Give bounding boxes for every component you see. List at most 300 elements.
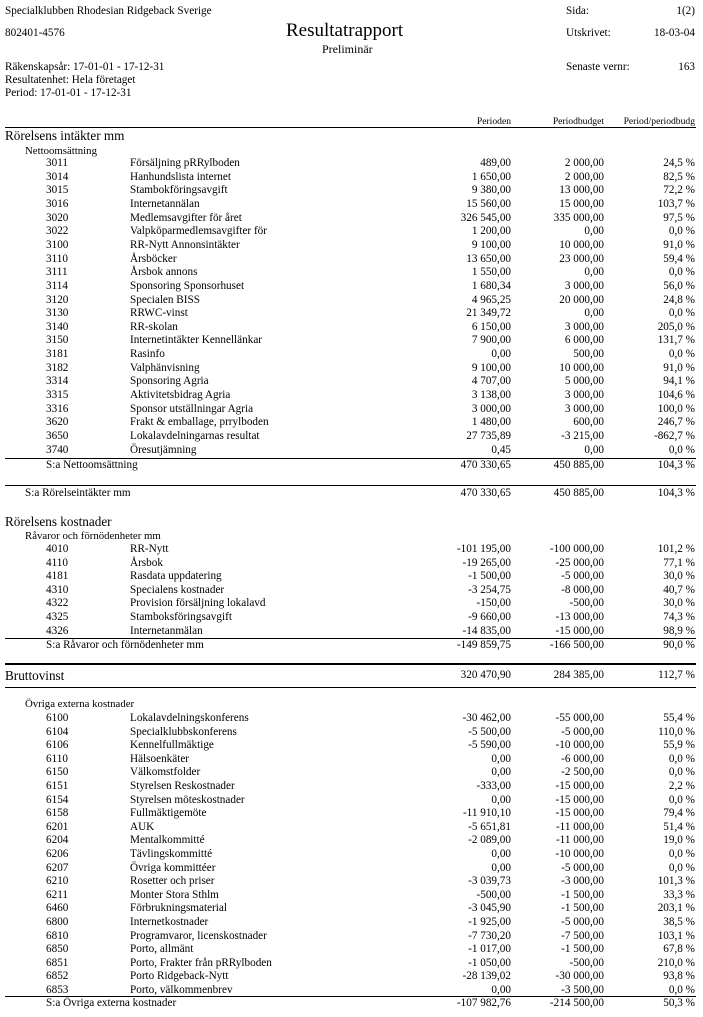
period-value: 0,00 — [491, 848, 511, 860]
account-row — [0, 726, 703, 740]
account-number: 6100 — [46, 712, 69, 724]
period-value: 4 965,25 — [471, 293, 511, 306]
budget-value: 2 000,00 — [564, 157, 604, 169]
account-row — [0, 902, 703, 916]
budget-value: -1 500,00 — [561, 943, 604, 956]
budget-value: 15 000,00 — [559, 197, 604, 210]
period-value: -28 139,02 — [462, 970, 511, 983]
gross-ratio: 112,7 % — [658, 669, 695, 681]
ratio-value: 82,5 % — [663, 170, 695, 183]
account-number: 3130 — [46, 307, 69, 320]
account-name: Porto Ridgeback-Nytt — [130, 970, 229, 983]
period-value: 0,00 — [491, 793, 511, 806]
budget-value: 6 000,00 — [564, 334, 604, 347]
ratio-value: 0,0 % — [668, 984, 695, 996]
period-value: -14 835,00 — [462, 624, 511, 637]
sum-row-materials — [0, 639, 703, 653]
account-number: 6201 — [46, 820, 69, 833]
printed-label: Utskrivet: — [566, 27, 611, 39]
period-value: -2 089,00 — [468, 834, 511, 847]
account-number: 6851 — [46, 956, 69, 969]
budget-value: 335 000,00 — [553, 211, 604, 224]
period-value: 489,00 — [480, 157, 511, 169]
budget-value: -30 000,00 — [555, 970, 604, 983]
account-number: 3316 — [46, 402, 69, 415]
account-row — [0, 184, 703, 198]
account-number: 3014 — [46, 170, 69, 183]
col-header-budget: Periodbudget — [552, 116, 604, 127]
account-name: Internetintäkter Kennellänkar — [130, 334, 263, 347]
budget-value: -11 000,00 — [555, 834, 604, 847]
account-number: 6150 — [46, 766, 69, 779]
account-number: 3015 — [46, 184, 69, 197]
ratio-value: 103,1 % — [657, 929, 695, 942]
account-row — [0, 389, 703, 403]
account-row — [0, 712, 703, 726]
budget-value: 3 000,00 — [564, 402, 604, 415]
gross-profit-label: Bruttovinst — [5, 668, 65, 683]
account-number: 4110 — [46, 556, 68, 569]
period-value: -5 651,81 — [468, 820, 511, 833]
budget-value: -2 500,00 — [561, 766, 604, 779]
account-name: Årsböcker — [130, 252, 177, 265]
account-number: 3022 — [46, 225, 69, 238]
period-value: 4 707,00 — [471, 375, 511, 388]
ratio-value: 205,0 % — [657, 320, 695, 333]
account-row — [0, 362, 703, 376]
budget-value: 0,00 — [584, 225, 604, 238]
account-name: Välkomstfolder — [130, 766, 201, 779]
account-number: 4325 — [46, 611, 69, 623]
ratio-value: 0,0 % — [668, 266, 695, 279]
account-number: 6154 — [46, 793, 69, 806]
period-value: 7 900,00 — [471, 334, 511, 347]
budget-value: 600,00 — [573, 416, 604, 429]
account-row — [0, 225, 703, 239]
account-row — [0, 307, 703, 321]
period-value: -7 730,20 — [468, 929, 511, 942]
period-value: 6 150,00 — [471, 320, 511, 333]
account-name: RRWC-vinst — [130, 307, 188, 320]
period-value: -5 590,00 — [468, 739, 511, 752]
ratio-value: 246,7 % — [657, 416, 695, 429]
account-name: RR-Nytt Annonsintäkter — [130, 238, 240, 251]
budget-value: -5 000,00 — [561, 725, 604, 738]
account-name: Porto, allmänt — [130, 943, 194, 956]
section-title-costs: Rörelsens kostnader — [5, 514, 112, 529]
account-row — [0, 916, 703, 930]
account-row — [0, 294, 703, 308]
period-value: -3 039,73 — [468, 875, 511, 888]
account-name: Valphänvisning — [130, 361, 200, 374]
ratio-value: 2,2 % — [668, 780, 695, 792]
account-number: 6853 — [46, 984, 69, 996]
period-value: 1 550,00 — [471, 266, 511, 279]
ratio-value: 0,0 % — [668, 793, 695, 806]
ratio-value: 30,0 % — [663, 597, 695, 610]
period-value: 326 545,00 — [460, 211, 511, 224]
account-number: 3650 — [46, 430, 69, 442]
ratio-value: 33,3 % — [663, 888, 695, 901]
budget-value: -500,00 — [569, 597, 604, 610]
ratio-value: 93,8 % — [663, 970, 695, 983]
ratio-value: 72,2 % — [663, 184, 695, 197]
ratio-value: 24,5 % — [663, 157, 695, 169]
period-value: 1 680,34 — [471, 279, 511, 292]
account-row — [0, 862, 703, 876]
account-row — [0, 543, 703, 557]
period-value: -150,00 — [476, 597, 511, 610]
account-number: 6110 — [46, 752, 68, 765]
account-name: Porto, välkommenbrev — [130, 984, 233, 996]
sum-ratio: 104,3 % — [657, 459, 695, 471]
ratio-value: 0,0 % — [668, 225, 695, 238]
budget-value: 3 000,00 — [564, 389, 604, 402]
divider — [5, 663, 696, 665]
sum-period: -149 859,75 — [456, 639, 511, 651]
account-row — [0, 557, 703, 571]
last-vernr-value: 163 — [678, 61, 695, 73]
ratio-value: 100,0 % — [657, 402, 695, 415]
account-name: Lokalavdelningarnas resultat — [130, 430, 260, 442]
account-number: 3120 — [46, 293, 69, 306]
account-row — [0, 157, 703, 171]
sum-row-external — [0, 997, 703, 1011]
sum-budget: 450 885,00 — [553, 459, 604, 471]
account-name: Mentalkommitté — [130, 834, 205, 847]
ratio-value: 203,1 % — [657, 902, 695, 915]
ratio-value: 77,1 % — [663, 556, 695, 569]
account-name: Specialen BISS — [130, 293, 200, 306]
period-value: 0,00 — [491, 861, 511, 874]
gross-profit-row — [0, 669, 703, 685]
period-value: -101 195,00 — [456, 543, 511, 555]
ratio-value: 0,0 % — [668, 307, 695, 320]
account-number: 3011 — [46, 157, 68, 169]
account-number: 6850 — [46, 943, 69, 956]
period-value: -500,00 — [476, 888, 511, 901]
account-number: 3181 — [46, 348, 69, 361]
period-value: -9 660,00 — [468, 611, 511, 623]
gross-budget: 284 385,00 — [553, 669, 604, 681]
account-row — [0, 348, 703, 362]
budget-value: -5 000,00 — [561, 570, 604, 583]
budget-value: -15 000,00 — [555, 624, 604, 637]
account-number: 3016 — [46, 197, 69, 210]
budget-value: 5 000,00 — [564, 375, 604, 388]
account-name: Provision försäljning lokalavd — [130, 597, 266, 610]
account-name: Fullmäktigemöte — [130, 807, 207, 820]
account-name: Internetannälan — [130, 197, 200, 210]
period-value: 1 480,00 — [471, 416, 511, 429]
org-name: Specialklubben Rhodesian Ridgeback Sverige — [5, 5, 212, 17]
account-name: Hanhundslista internet — [130, 170, 231, 183]
sum-period: -107 982,76 — [456, 997, 511, 1009]
account-name: Kennelfullmäktige — [130, 739, 214, 752]
period-value: -3 045,90 — [468, 902, 511, 915]
account-row — [0, 970, 703, 984]
ratio-value: 0,0 % — [668, 752, 695, 765]
budget-value: 3 000,00 — [564, 279, 604, 292]
account-number: 4322 — [46, 597, 69, 610]
account-row — [0, 821, 703, 835]
account-number: 6810 — [46, 929, 69, 942]
account-name: Styrelsen Reskostnader — [130, 780, 235, 792]
account-row — [0, 957, 703, 971]
account-row — [0, 584, 703, 598]
group-title-external: Övriga externa kostnader — [25, 698, 135, 710]
account-row — [0, 321, 703, 335]
ratio-value: 94,1 % — [663, 375, 695, 388]
account-number: 4310 — [46, 583, 69, 596]
period: Period: 17-01-01 - 17-12-31 — [5, 87, 132, 99]
period-value: 13 650,00 — [466, 252, 511, 265]
account-name: Rosetter och priser — [130, 875, 215, 888]
period-value: 9 100,00 — [471, 238, 511, 251]
budget-value: 500,00 — [573, 348, 604, 361]
ratio-value: 101,3 % — [657, 875, 695, 888]
account-name: Programvaror, licenskostnader — [130, 929, 267, 942]
budget-value: -3 215,00 — [561, 430, 604, 442]
account-row — [0, 794, 703, 808]
account-name: Öresutjämning — [130, 443, 197, 456]
total-ratio: 104,3 % — [657, 487, 695, 499]
budget-value: 0,00 — [584, 307, 604, 320]
budget-value: -15 000,00 — [555, 793, 604, 806]
period-value: 3 138,00 — [471, 389, 511, 402]
account-number: 6800 — [46, 916, 69, 928]
account-row — [0, 444, 703, 458]
col-header-period: Perioden — [476, 116, 511, 127]
account-row — [0, 625, 703, 639]
account-name: Porto, Frakter från pRRylboden — [130, 956, 272, 969]
budget-value: 10 000,00 — [559, 238, 604, 251]
account-row — [0, 943, 703, 957]
ratio-value: 55,4 % — [663, 712, 695, 724]
budget-value: 10 000,00 — [559, 361, 604, 374]
ratio-value: 19,0 % — [663, 834, 695, 847]
account-name: Stambokföringsavgift — [130, 184, 228, 197]
account-name: Internetanmälan — [130, 624, 203, 637]
account-number: 6460 — [46, 902, 69, 915]
ratio-value: 67,8 % — [663, 943, 695, 956]
account-name: Aktivitetsbidrag Agria — [130, 389, 231, 402]
printed-date: 18-03-04 — [653, 27, 695, 39]
account-number: 3140 — [46, 320, 69, 333]
divider — [5, 485, 696, 486]
account-name: Årsbok — [130, 556, 163, 569]
account-name: Övriga kommittéer — [130, 861, 216, 874]
account-name: Årsbok annons — [130, 266, 198, 279]
account-name: RR-Nytt — [130, 543, 169, 555]
budget-value: 20 000,00 — [559, 293, 604, 306]
account-row — [0, 848, 703, 862]
budget-value: 13 000,00 — [559, 184, 604, 197]
account-row — [0, 930, 703, 944]
account-name: Styrelsen möteskostnader — [130, 793, 245, 806]
account-row — [0, 834, 703, 848]
budget-value: -55 000,00 — [555, 712, 604, 724]
period-value: -1 925,00 — [468, 916, 511, 928]
gross-period: 320 470,90 — [460, 669, 511, 681]
total-budget: 450 885,00 — [553, 487, 604, 499]
account-row — [0, 780, 703, 794]
account-row — [0, 280, 703, 294]
period-value: -5 500,00 — [468, 725, 511, 738]
sum-row-net-sales — [0, 459, 703, 473]
ratio-value: 38,5 % — [663, 916, 695, 928]
sum-budget: -166 500,00 — [549, 639, 604, 651]
account-row — [0, 766, 703, 780]
period-value: -3 254,75 — [468, 583, 511, 596]
period-value: -11 910,10 — [462, 807, 511, 820]
account-name: Tävlingskommitté — [130, 848, 213, 860]
period-value: 27 735,89 — [466, 430, 511, 442]
ratio-value: 110,0 % — [658, 725, 695, 738]
account-number: 4010 — [46, 543, 69, 555]
account-name: Frakt & emballage, prrylboden — [130, 416, 269, 429]
ratio-value: 0,0 % — [668, 348, 695, 361]
col-header-ratio: Period/periodbudg — [623, 116, 695, 127]
budget-value: -8 000,00 — [561, 583, 604, 596]
account-number: 6204 — [46, 834, 69, 847]
account-row — [0, 212, 703, 226]
period-value: -1 050,00 — [468, 956, 511, 969]
account-number: 6104 — [46, 725, 69, 738]
period-value: -1 500,00 — [468, 570, 511, 583]
period-value: 0,00 — [491, 984, 511, 996]
period-value: -19 265,00 — [462, 556, 511, 569]
budget-value: -15 000,00 — [555, 807, 604, 820]
account-row — [0, 266, 703, 280]
account-number: 6158 — [46, 807, 69, 820]
sum-period: 470 330,65 — [460, 459, 511, 471]
ratio-value: 104,6 % — [657, 389, 695, 402]
total-row-operating-income — [0, 487, 703, 501]
budget-value: -10 000,00 — [555, 848, 604, 860]
section-title-income: Rörelsens intäkter mm — [5, 128, 125, 143]
account-number: 6151 — [46, 780, 69, 792]
period-value: 9 100,00 — [471, 361, 511, 374]
period-value: -30 462,00 — [462, 712, 511, 724]
account-name: Valpköparmedlemsavgifter för — [130, 225, 267, 238]
account-name: Sponsor utställningar Agria — [130, 402, 254, 415]
account-row — [0, 807, 703, 821]
ratio-value: 56,0 % — [663, 279, 695, 292]
ratio-value: 40,7 % — [663, 583, 695, 596]
account-row — [0, 889, 703, 903]
report-title: Resultatrapport — [286, 20, 404, 41]
ratio-value: 51,4 % — [663, 820, 695, 833]
budget-value: 0,00 — [584, 266, 604, 279]
account-row — [0, 611, 703, 625]
period-value: 21 349,72 — [466, 307, 511, 320]
budget-value: -5 000,00 — [561, 861, 604, 874]
ratio-value: 210,0 % — [657, 956, 695, 969]
group-title-net-sales: Nettoomsättning — [25, 145, 97, 157]
budget-value: -11 000,00 — [555, 820, 604, 833]
budget-value: -5 000,00 — [561, 916, 604, 928]
sum-label: S:a Nettoomsättning — [46, 459, 138, 471]
report-subtitle: Preliminär — [322, 42, 373, 56]
budget-value: -3 000,00 — [561, 875, 604, 888]
ratio-value: 0,0 % — [668, 861, 695, 874]
account-number: 3150 — [46, 334, 69, 347]
account-name: RR-skolan — [130, 320, 178, 333]
account-name: Medlemsavgifter för året — [130, 211, 242, 224]
account-row — [0, 239, 703, 253]
period-value: 3 000,00 — [471, 402, 511, 415]
account-number: 3620 — [46, 416, 69, 429]
page-number: 1(2) — [676, 5, 695, 17]
account-name: Stamboksföringsavgift — [130, 611, 232, 623]
account-number: 6206 — [46, 848, 69, 860]
account-number: 3111 — [46, 266, 68, 279]
account-name: Sponsoring Agria — [130, 375, 209, 388]
account-number: 3100 — [46, 238, 69, 251]
account-name: Sponsoring Sponsorhuset — [130, 279, 245, 292]
ratio-value: 98,9 % — [663, 624, 695, 637]
account-number: 6106 — [46, 739, 69, 752]
ratio-value: -862,7 % — [653, 430, 695, 442]
period-value: 9 380,00 — [471, 184, 511, 197]
period-value: -1 017,00 — [468, 943, 511, 956]
ratio-value: 91,0 % — [663, 238, 695, 251]
period-value: 15 560,00 — [466, 197, 511, 210]
total-label: S:a Rörelseintäkter mm — [25, 487, 131, 499]
ratio-value: 0,0 % — [668, 443, 695, 456]
period-value: 0,00 — [491, 766, 511, 779]
sum-ratio: 50,3 % — [663, 997, 695, 1009]
account-number: 3110 — [46, 252, 68, 265]
budget-value: 2 000,00 — [564, 170, 604, 183]
account-name: Specialens kostnader — [130, 583, 225, 596]
budget-value: -15 000,00 — [555, 780, 604, 792]
account-number: 3315 — [46, 389, 69, 402]
account-row — [0, 403, 703, 417]
account-name: Förbrukningsmaterial — [130, 902, 227, 915]
account-row — [0, 875, 703, 889]
account-name: Försäljning pRRylboden — [130, 157, 240, 169]
account-row — [0, 416, 703, 430]
account-row — [0, 334, 703, 348]
budget-value: 3 000,00 — [564, 320, 604, 333]
ratio-value: 24,8 % — [663, 293, 695, 306]
ratio-value: 0,0 % — [668, 848, 695, 860]
account-row — [0, 570, 703, 584]
account-name: Specialklubbskonferens — [130, 725, 237, 738]
account-name: Rasinfo — [130, 348, 165, 361]
account-number: 6211 — [46, 888, 68, 901]
account-number: 3314 — [46, 375, 69, 388]
ratio-value: 0,0 % — [668, 766, 695, 779]
budget-value: -1 500,00 — [561, 888, 604, 901]
total-period: 470 330,65 — [460, 487, 511, 499]
group-title-materials: Råvaror och förnödenheter mm — [25, 530, 161, 542]
ratio-value: 103,7 % — [657, 197, 695, 210]
result-unit: Resultatenhet: Hela företaget — [5, 74, 136, 86]
period-value: -333,00 — [476, 780, 511, 792]
budget-value: 23 000,00 — [559, 252, 604, 265]
budget-value: -7 500,00 — [561, 929, 604, 942]
ratio-value: 97,5 % — [663, 211, 695, 224]
account-row — [0, 198, 703, 212]
ratio-value: 101,2 % — [657, 543, 695, 555]
ratio-value: 79,4 % — [663, 807, 695, 820]
budget-value: -10 000,00 — [555, 739, 604, 752]
account-row — [0, 171, 703, 185]
org-number: 802401-4576 — [5, 27, 65, 39]
